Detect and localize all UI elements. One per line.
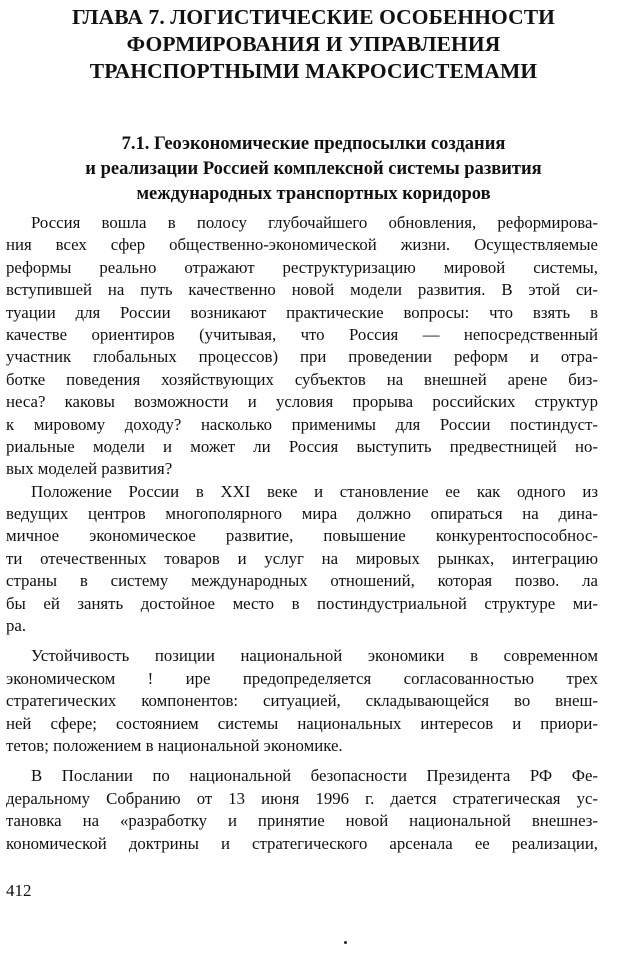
- text-line: тановка на «разработку и принятие новой национальной внешнез-: [6, 811, 598, 831]
- text-line: качестве ориентиров (учитывая, что Россия — непосредственный: [6, 324, 598, 344]
- paragraph-2: [6, 481, 598, 638]
- text-line: к мировому доходу? насколько применимы для России постиндуст-: [6, 414, 598, 434]
- text-line: вступившей на путь качественно новой модели развития. В этой си-: [6, 280, 598, 300]
- body-text: [6, 212, 598, 855]
- text-line: ведущих центров многополярного мира должно опираться на дина-: [6, 504, 598, 524]
- paragraph-1: [6, 212, 598, 481]
- scan-speck: [344, 941, 347, 944]
- text-line: страны в систему международных отношений, которая позво. ла: [6, 571, 598, 591]
- text-line: неса? каковы возможности и условия прорыва российских структур: [6, 392, 598, 412]
- text-line: В Послании по национальной безопасности Президента РФ Фе-: [31, 766, 598, 786]
- paragraph-4: [6, 765, 598, 855]
- text-line: ра.: [6, 616, 27, 636]
- text-line: участник глобальных процессов) при проведении реформ и отра-: [6, 347, 598, 367]
- text-line: экономическом ! ире предопределяется согласованностью трех: [6, 668, 598, 688]
- text-line: туации для России возникают практические вопросы: что взять в: [6, 302, 598, 322]
- chapter-title-line: ТРАНСПОРТНЫМИ МАКРОСИСТЕМАМИ: [89, 59, 538, 83]
- text-line: ней сфере; состоянием системы национальных интересов и приори-: [6, 713, 598, 733]
- text-line: ния всех сфер общественно-экономической жизни. Осуществляемые: [6, 235, 598, 255]
- text-line: стратегических компонентов: ситуацией, складывающейся во внеш-: [6, 691, 598, 711]
- text-line: риальные модели и может ли Россия выступить предвестницей но-: [6, 436, 598, 456]
- text-line: реформы реально отражают реструктуризацию мировой системы,: [6, 257, 598, 277]
- text-line: Устойчивость позиции национальной экономики в современном: [31, 646, 598, 666]
- chapter-title-line: ФОРМИРОВАНИЯ И УПРАВЛЕНИЯ: [126, 32, 501, 56]
- section-title: [0, 132, 627, 207]
- text-line: бы ей занять достойное место в постиндустриальной структуре ми-: [6, 593, 598, 613]
- text-line: ботке поведения хозяйствующих субъектов на внешней арене биз-: [6, 369, 598, 389]
- chapter-title-line: ГЛАВА 7. ЛОГИСТИЧЕСКИЕ ОСОБЕННОСТИ: [72, 5, 555, 29]
- text-line: вых моделей развития?: [6, 459, 173, 479]
- section-title-line: и реализации Россией комплексной системы развития: [85, 159, 542, 179]
- text-line: мичное экономическое развитие, повышение конкурентоспособнос-: [6, 526, 598, 546]
- text-line: Россия вошла в полосу глубочайшего обновления, реформирова-: [31, 213, 598, 232]
- chapter-title: [0, 4, 627, 85]
- text-line: ти отечественных товаров и услуг на мировых рынках, интеграцию: [6, 548, 598, 568]
- paragraph-gap: [6, 637, 598, 645]
- text-line: кономической доктрины и стратегического арсенала ее реализации,: [6, 833, 598, 853]
- text-line: деральному Собранию от 13 июня 1996 г. дается стратегическая ус-: [6, 788, 598, 808]
- paragraph-gap: [6, 757, 598, 765]
- section-title-line: 7.1. Геоэкономические предпосылки создания: [121, 134, 506, 154]
- text-line: Положение России в XXI веке и становление ее как одного из: [31, 481, 598, 501]
- section-title-line: международных транспортных коридоров: [136, 184, 491, 204]
- text-line: тетов; положением в национальной экономике.: [6, 735, 343, 755]
- page-number: 412: [6, 881, 32, 900]
- paragraph-3: [6, 645, 598, 757]
